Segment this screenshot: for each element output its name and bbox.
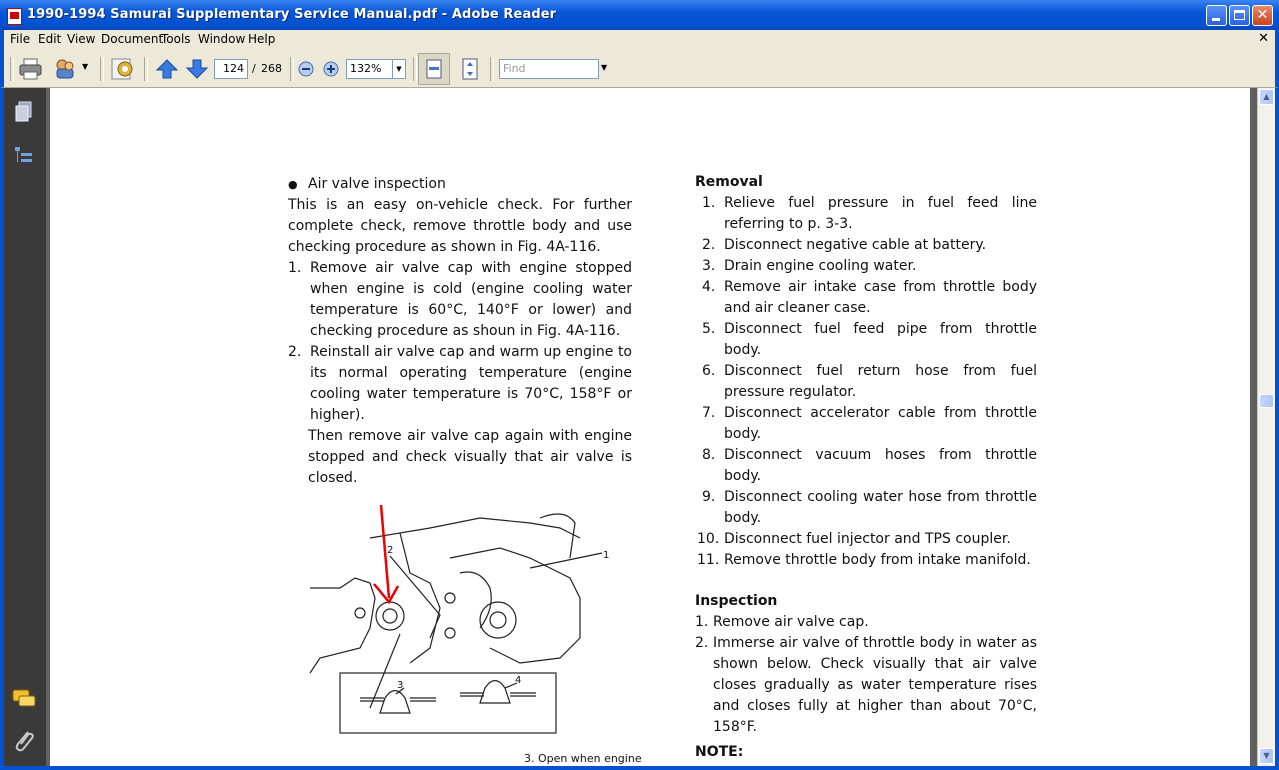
step-text: Reinstall air valve cap and warm up engine to its normal operating temperature (engine cooling water temperature is 70°C, 158°F or higher). — [310, 344, 632, 423]
intro-paragraph: This is an easy on-vehicle check. For further complete check, remove throttle body and use checking procedure as shown in Fig. 4A-116. — [288, 197, 632, 255]
air-valve-heading — [288, 174, 632, 195]
toolbar-separator — [290, 57, 294, 81]
find-dropdown-arrow-icon[interactable]: ▼ — [601, 63, 608, 72]
close-button[interactable]: ✕ — [1252, 5, 1273, 26]
inspection-step-1 — [695, 612, 1037, 633]
comments-icon[interactable] — [11, 688, 37, 710]
next-page-icon[interactable] — [186, 59, 208, 79]
step-number: 9. — [702, 489, 716, 505]
share-dropdown-arrow-icon[interactable]: ▼ — [82, 62, 89, 71]
navigation-panel — [4, 88, 47, 766]
menu-document[interactable]: Document — [101, 32, 164, 46]
step-text: Disconnect fuel feed pipe from throttle body. — [724, 321, 1037, 358]
step-number: 1. — [702, 195, 716, 211]
step-number: 1. — [288, 260, 302, 276]
step-number: 2. — [288, 344, 302, 360]
toolbar-separator — [144, 57, 148, 81]
pages-icon[interactable] — [13, 100, 35, 124]
attachments-icon[interactable] — [12, 728, 36, 754]
document-viewport[interactable] — [46, 88, 1257, 766]
inspection-step-2 — [695, 633, 1037, 738]
air-valve-heading-text: Air valve inspection — [308, 176, 446, 192]
window-frame-bottom — [0, 766, 1279, 770]
step-text: Disconnect negative cable at battery. — [724, 237, 987, 253]
note-heading: NOTE: — [695, 744, 744, 760]
air-valve-step-2 — [288, 342, 632, 426]
zoom-in-icon[interactable] — [322, 60, 340, 78]
step-text: Remove throttle body from intake manifold. — [724, 552, 1031, 568]
scroll-thumb[interactable] — [1259, 394, 1274, 408]
step-number: 2. — [702, 237, 716, 253]
step-text: Remove air valve cap. — [713, 614, 869, 630]
step-2-continuation: Then remove air valve cap again with engine stopped and check visually that air valve is closed. — [308, 428, 632, 486]
page-total: 268 — [261, 62, 282, 75]
toolbar-separator — [413, 57, 417, 81]
toolbar-separator — [490, 57, 494, 81]
toolbar-separator — [100, 57, 104, 81]
toolbar-grip — [10, 57, 14, 81]
step-number: 5. — [702, 321, 716, 337]
step-text: Disconnect fuel injector and TPS coupler. — [724, 531, 1011, 547]
bullet-icon: ● — [288, 178, 298, 191]
step-text: Disconnect cooling water hose from throttle body. — [724, 489, 1037, 526]
fit-width-icon[interactable] — [458, 57, 482, 81]
removal-step-5 — [702, 319, 1037, 361]
removal-step-10 — [697, 529, 1037, 550]
removal-step-9 — [702, 487, 1037, 529]
zoom-level-input[interactable]: 132% — [346, 59, 393, 79]
window-frame-right — [1275, 88, 1279, 766]
menu-file[interactable]: File — [10, 32, 31, 46]
figure-caption: 3. Open when engine — [524, 752, 642, 765]
step-text: Disconnect accelerator cable from throttle body. — [724, 405, 1037, 442]
menu-tools[interactable]: Tools — [161, 32, 191, 46]
air-valve-step-1 — [288, 258, 632, 342]
page-number-input[interactable]: 124 — [214, 59, 248, 79]
step-text: Remove air intake case from throttle body and air cleaner case. — [724, 279, 1037, 316]
step-number: 6. — [702, 363, 716, 379]
figure-label-2: 2 — [387, 545, 394, 556]
removal-step-6 — [702, 361, 1037, 403]
zoom-dropdown-arrow-icon[interactable]: ▼ — [393, 59, 406, 79]
removal-step-1 — [702, 193, 1037, 235]
removal-step-7 — [702, 403, 1037, 445]
adobe-reader-app-icon[interactable] — [7, 8, 22, 25]
step-text: Immerse air valve of throttle body in water as shown below. Check visually that air valve closes gradually as water temperature rises and closes fully at higher than about 70°C, 158°F. — [713, 635, 1037, 735]
figure-label-3: 3 — [397, 680, 404, 691]
menu-edit[interactable]: Edit — [38, 32, 62, 46]
figure-label-1: 1 — [603, 550, 610, 561]
zoom-out-icon[interactable] — [297, 60, 315, 78]
removal-step-3 — [702, 256, 1037, 277]
scroll-up-arrow-icon[interactable]: ▲ — [1259, 89, 1274, 105]
step-number: 1. — [695, 614, 709, 630]
step-number: 8. — [702, 447, 716, 463]
secure-gear-icon[interactable] — [109, 55, 137, 83]
find-input[interactable]: Find — [499, 59, 599, 79]
scroll-down-arrow-icon[interactable]: ▼ — [1259, 748, 1274, 764]
share-collaborate-icon[interactable] — [53, 57, 81, 81]
step-text: Remove air valve cap with engine stopped when engine is cold (engine cooling water temperature is 60°C, 140°F or lower) and checking procedure as shoun in Fig. 4A-116. — [310, 260, 632, 339]
step-text: Drain engine cooling water. — [724, 258, 917, 274]
pdf-page — [50, 88, 1250, 766]
step-number: 2. — [695, 635, 709, 651]
document-close-icon[interactable]: ✕ — [1258, 31, 1269, 46]
removal-step-11 — [697, 550, 1037, 571]
maximize-button[interactable] — [1229, 5, 1250, 26]
step-number: 3. — [702, 258, 716, 274]
print-icon[interactable] — [18, 57, 44, 81]
toolbar — [0, 49, 1279, 88]
title-bar — [0, 0, 1279, 30]
removal-step-8 — [702, 445, 1037, 487]
step-number: 7. — [702, 405, 716, 421]
step-text: Disconnect vacuum hoses from throttle body. — [724, 447, 1037, 484]
previous-page-icon[interactable] — [156, 59, 178, 79]
left-column — [288, 174, 632, 489]
step-text: Relieve fuel pressure in fuel feed line referring to p. 3-3. — [724, 195, 1037, 232]
step-number: 10. — [697, 531, 720, 547]
bookmarks-icon[interactable] — [13, 144, 35, 168]
step-text: Disconnect fuel return hose from fuel pressure regulator. — [724, 363, 1037, 400]
figure-label-4: 4 — [515, 675, 522, 686]
throttle-body-figure — [300, 498, 640, 738]
fit-page-icon — [419, 54, 449, 84]
minimize-button[interactable] — [1206, 5, 1227, 26]
removal-step-2 — [702, 235, 1037, 256]
step-number: 4. — [702, 279, 716, 295]
fit-page-button[interactable] — [418, 53, 450, 85]
window-title: 1990-1994 Samurai Supplementary Service Manual.pdf - Adobe Reader — [27, 7, 557, 22]
vertical-scrollbar[interactable] — [1257, 88, 1275, 766]
step-number: 11. — [697, 552, 720, 568]
menu-bar — [0, 30, 1279, 49]
removal-step-4 — [702, 277, 1037, 319]
inspection-heading: Inspection — [695, 593, 778, 609]
removal-steps — [695, 193, 1037, 571]
menu-help[interactable]: Help — [248, 32, 276, 46]
menu-window[interactable]: Window — [198, 32, 246, 46]
menu-view[interactable]: View — [67, 32, 96, 46]
removal-heading: Removal — [695, 174, 763, 190]
right-column — [695, 172, 1037, 763]
page-separator: / — [252, 62, 256, 75]
